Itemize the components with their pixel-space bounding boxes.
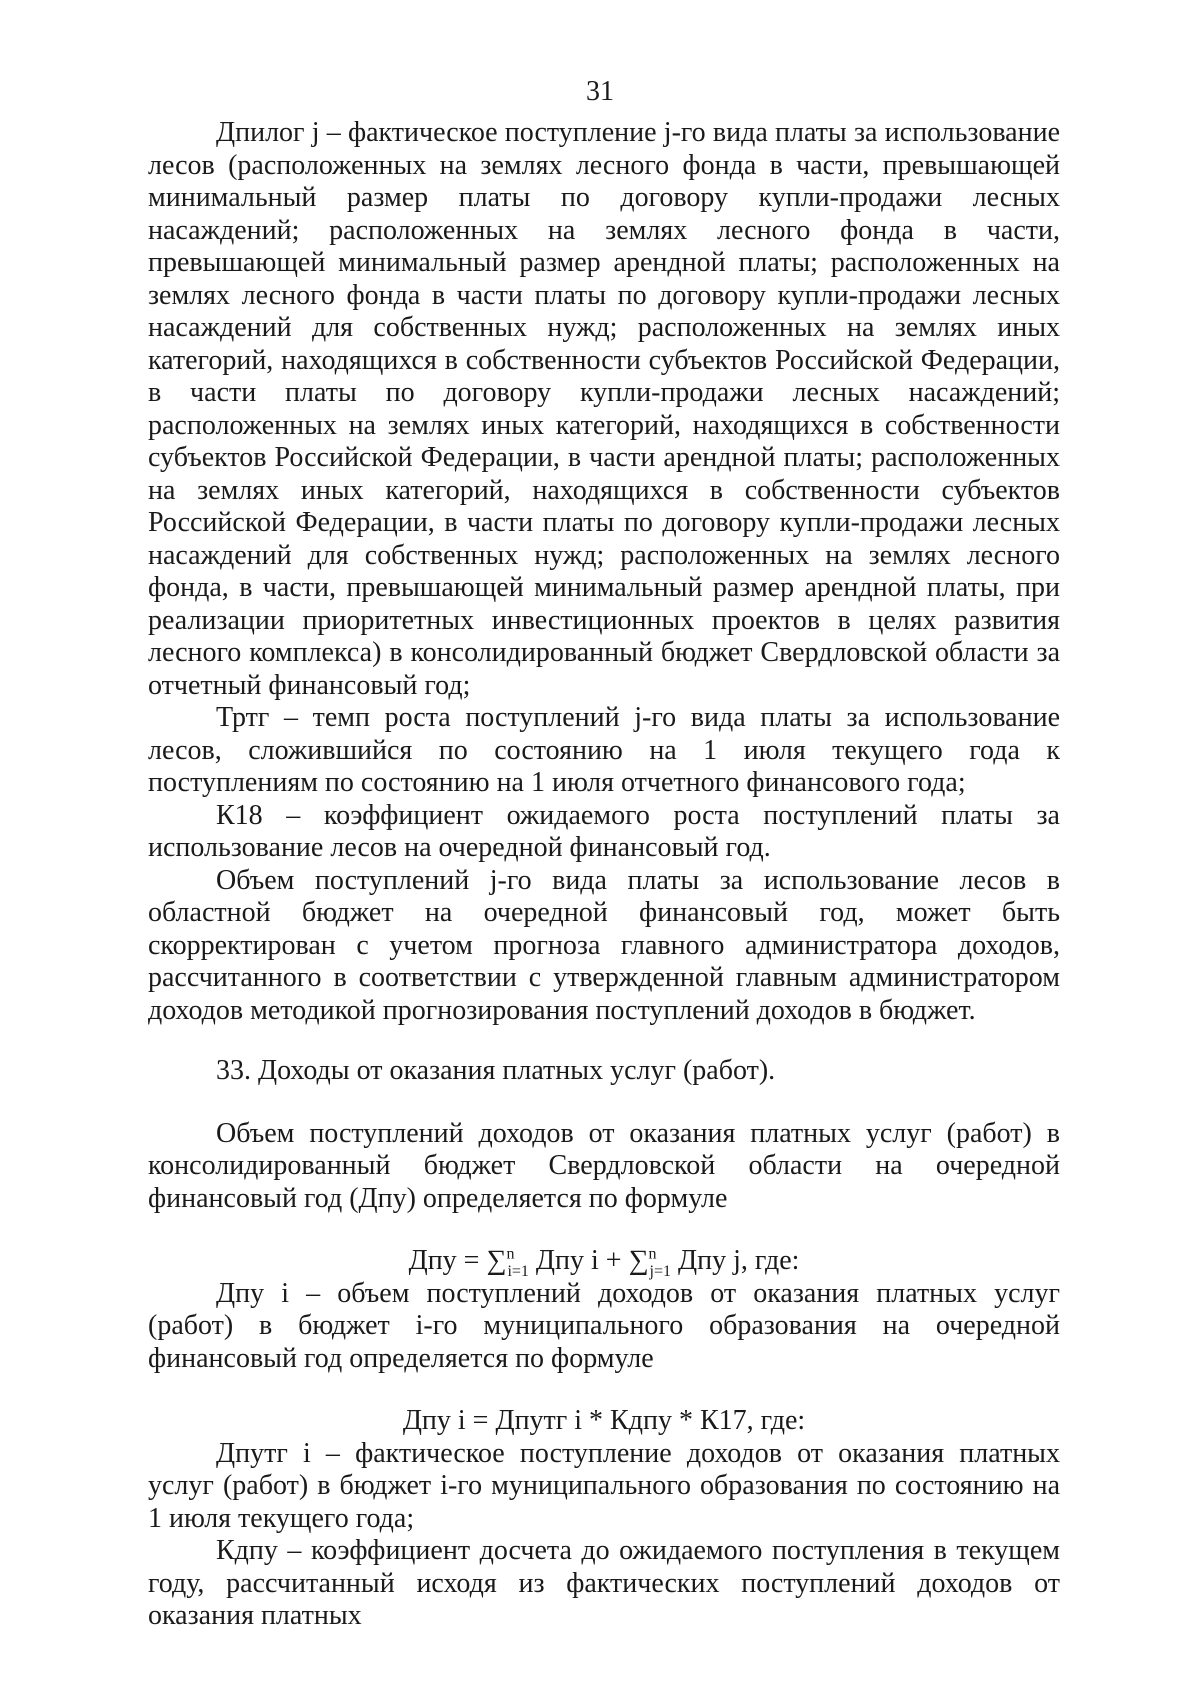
formula-lhs: Дпу = xyxy=(408,1245,487,1276)
paragraph-trtg-definition: Тртг – темп роста поступлений j-го вида платы за использование лесов, сложившийся по состоянию на 1 июля текущего года к поступлениям по состоянию на 1 июля отчетного финансового года; xyxy=(148,702,1060,798)
formula-term: Дпу i + xyxy=(528,1245,629,1276)
formula-term: Дпу j, где: xyxy=(671,1245,800,1276)
sum-symbol: ∑ xyxy=(486,1245,507,1276)
document-body xyxy=(148,117,1060,1633)
page-number: 31 xyxy=(586,76,614,107)
paragraph-dputg-definition: Дпутг i – фактическое поступление доходов от оказания платных услуг (работ) в бюджет i-го муниципального образования по состоянию на 1 июля текущего года; xyxy=(148,1437,1060,1534)
paragraph-k18-definition: К18 – коэффициент ожидаемого роста поступлений платы за использование лесов на очередной финансовый год. xyxy=(148,799,1060,863)
sum-lower-limit: i=1 xyxy=(507,1262,529,1280)
paragraph-forest-revenue-adjustment: Объем поступлений j-го вида платы за использование лесов в областной бюджет на очередной финансовый год, может быть скорректирован с учетом прогноза главного администратора доходов, рассчитанного в соответствии с утвержденной главным администратором доходов методикой прогнозирования поступлений доходов в бюджет. xyxy=(148,864,1060,1026)
sum-symbol: ∑ xyxy=(628,1245,649,1276)
sum-upper-limit: n xyxy=(648,1245,657,1263)
section-heading: 33. Доходы от оказания платных услуг (работ). xyxy=(216,1055,776,1086)
sum-upper-limit: n xyxy=(506,1245,515,1263)
sum-lower-limit: j=1 xyxy=(649,1262,671,1280)
paragraph-paid-services-intro: Объем поступлений доходов от оказания платных услуг (работ) в консолидированный бюджет Свердловской области на очередной финансовый год (Дпу) определяется по формуле xyxy=(148,1117,1060,1214)
formula-dpu-i: Дпу i = Дпутг i * Кдпу * К17, где: xyxy=(402,1405,806,1436)
paragraph-kdpu-definition: Кдпу – коэффициент досчета до ожидаемого поступления в текущем году, рассчитанный исходя из фактических поступлений доходов от оказания платных xyxy=(148,1535,1060,1631)
paragraph-dpu-i-definition: Дпу i – объем поступлений доходов от оказания платных услуг (работ) в бюджет i-го муниципального образования на очередной финансовый год определяется по формуле xyxy=(148,1277,1060,1374)
formula-dpu-total xyxy=(148,1245,1060,1278)
paragraph-dpilog-definition: Дпилог j – фактическое поступление j-го вида платы за использование лесов (расположенных на землях лесного фонда в части, превышающей минимальный размер платы по договору купли-продажи лесных насаждений; расположенных на землях лесного фонда в части, превышающей минимальный размер арендной платы; расположенных на землях лесного фонда в части платы по договору купли-продажи лесных насаждений для собственных нужд; расположенных на землях иных категорий, находящихся в собственности субъектов Российской Федерации, в части платы по договору купли-продажи лесных насаждений; расположенных на землях иных категорий, находящихся в собственности субъектов Российской Федерации, в части арендной платы; расположенных на землях иных категорий, находящихся в собственности субъектов Российской Федерации, в части платы по договору купли-продажи лесных насаждений для собственных нужд; расположенных на землях лесного фонда, в части, превышающей минимальный размер арендной платы, при реализации приоритетных инвестиционных проектов в целях развития лесного комплекса) в консолидированный бюджет Свердловской области за отчетный финансовый год; xyxy=(148,117,1060,701)
